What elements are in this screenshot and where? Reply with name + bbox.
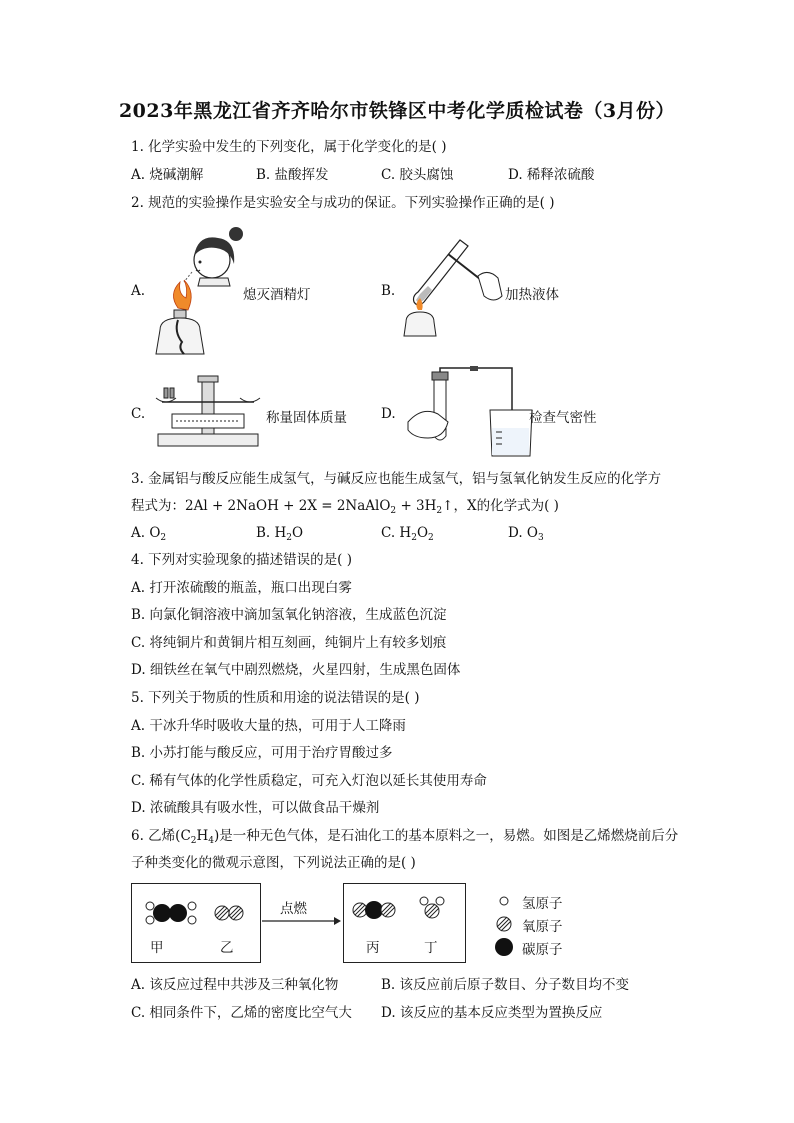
q2-option-c-caption: 称量固体质量 [266,410,347,426]
q2-option-d-letter: D. [381,406,396,422]
product-molecules [352,894,462,928]
legend-oxygen: 氧原子 [522,919,563,935]
reactant-label-yi: 乙 [220,940,234,956]
q1-stem: 1. 化学实验中发生的下列变化，属于化学变化的是( ) [131,139,447,155]
q2-option-d-caption: 检查气密性 [529,410,597,426]
q1-option-b: B. 盐酸挥发 [256,167,329,183]
q3-option-b: B. $H_2O$ [256,525,304,543]
airtightness-check-illustration [404,366,534,458]
q6-option-d: D. 该反应的基本反应类型为置换反应 [381,1005,603,1021]
q2-option-a-caption: 熄灭酒精灯 [243,287,311,303]
q2-option-c-letter: C. [131,406,146,422]
legend-hydrogen: 氢原子 [522,896,563,912]
hydrogen-atom-icon [497,894,513,908]
q6-stem-line1: 6. 乙烯$(C_2H_4)$是一种无色气体，是石油化工的基本原料之一，易燃。如图是乙烯燃烧前后分 [131,828,679,846]
q6-option-b: B. 该反应前后原子数目、分子数目均不变 [381,977,630,993]
reaction-condition: 点燃 [280,901,307,917]
q2-stem: 2. 规范的实验操作是实验安全与成功的保证。下列实验操作正确的是( ) [131,195,555,211]
legend-carbon: 碳原子 [522,942,563,958]
q5-option-b: B. 小苏打能与酸反应，可用于治疗胃酸过多 [131,745,393,761]
q3-option-a: A. $O_2$ [131,525,167,543]
q1-option-a: A. 烧碱潮解 [131,167,204,183]
q4-stem: 4. 下列对实验现象的描述错误的是( ) [131,552,352,568]
q3-stem-line2: 程式为：2Al + 2NaOH + 2X = 2NaAlO$_2$ + $3H_2↑$，X的化学式为( ) [131,498,559,516]
product-label-ding: 丁 [424,940,438,956]
q4-option-c: C. 将纯铜片和黄铜片相互刻画，纯铜片上有较多划痕 [131,635,447,651]
reactant-label-jia: 甲 [150,940,164,956]
q2-option-b-caption: 加热液体 [505,287,559,303]
blowing-out-lamp-illustration [150,220,245,360]
q4-option-d: D. 细铁丝在氧气中剧烈燃烧，火星四射，生成黑色固体 [131,662,461,678]
reactants-box [131,883,261,963]
q4-option-a: A. 打开浓硫酸的瓶盖，瓶口出现白雾 [131,580,352,596]
carbon-atom-icon [494,937,514,957]
oxygen-atom-icon [495,915,513,933]
heating-liquid-illustration [398,232,503,342]
balance-scale-illustration [152,372,264,450]
q3-option-c: C. $H_2O_2$ [381,525,434,543]
page-title: 2023年黑龙江省齐齐哈尔市铁锋区中考化学质检试卷（3月份） [118,100,676,122]
q3-stem-line1: 3. 金属铝与酸反应能生成氢气，与碱反应也能生成氢气，铝与氢氧化钠发生反应的化学方 [131,471,662,487]
q6-stem-line2: 子种类变化的微观示意图，下列说法正确的是( ) [131,855,416,871]
q5-option-a: A. 干冰升华时吸收大量的热，可用于人工降雨 [131,718,406,734]
q4-option-b: B. 向氯化铜溶液中滴加氢氧化钠溶液，生成蓝色沉淀 [131,607,447,623]
q3-option-d: D. $O_3$ [508,525,544,543]
product-label-bing: 丙 [366,940,380,956]
q5-stem: 5. 下列关于物质的性质和用途的说法错误的是( ) [131,690,420,706]
q6-option-a: A. 该反应过程中共涉及三种氧化物 [131,977,339,993]
q1-option-c: C. 胶头腐蚀 [381,167,454,183]
q2-option-b-letter: B. [381,283,396,299]
q1-option-d: D. 稀释浓硫酸 [508,167,595,183]
q5-option-c: C. 稀有气体的化学性质稳定，可充入灯泡以延长其使用寿命 [131,773,487,789]
reactant-molecules [142,898,252,928]
q5-option-d: D. 浓硫酸具有吸水性，可以做食品干燥剂 [131,800,380,816]
products-box [343,883,466,963]
q2-option-a-letter: A. [131,283,146,299]
q6-option-c: C. 相同条件下，乙烯的密度比空气大 [131,1005,352,1021]
